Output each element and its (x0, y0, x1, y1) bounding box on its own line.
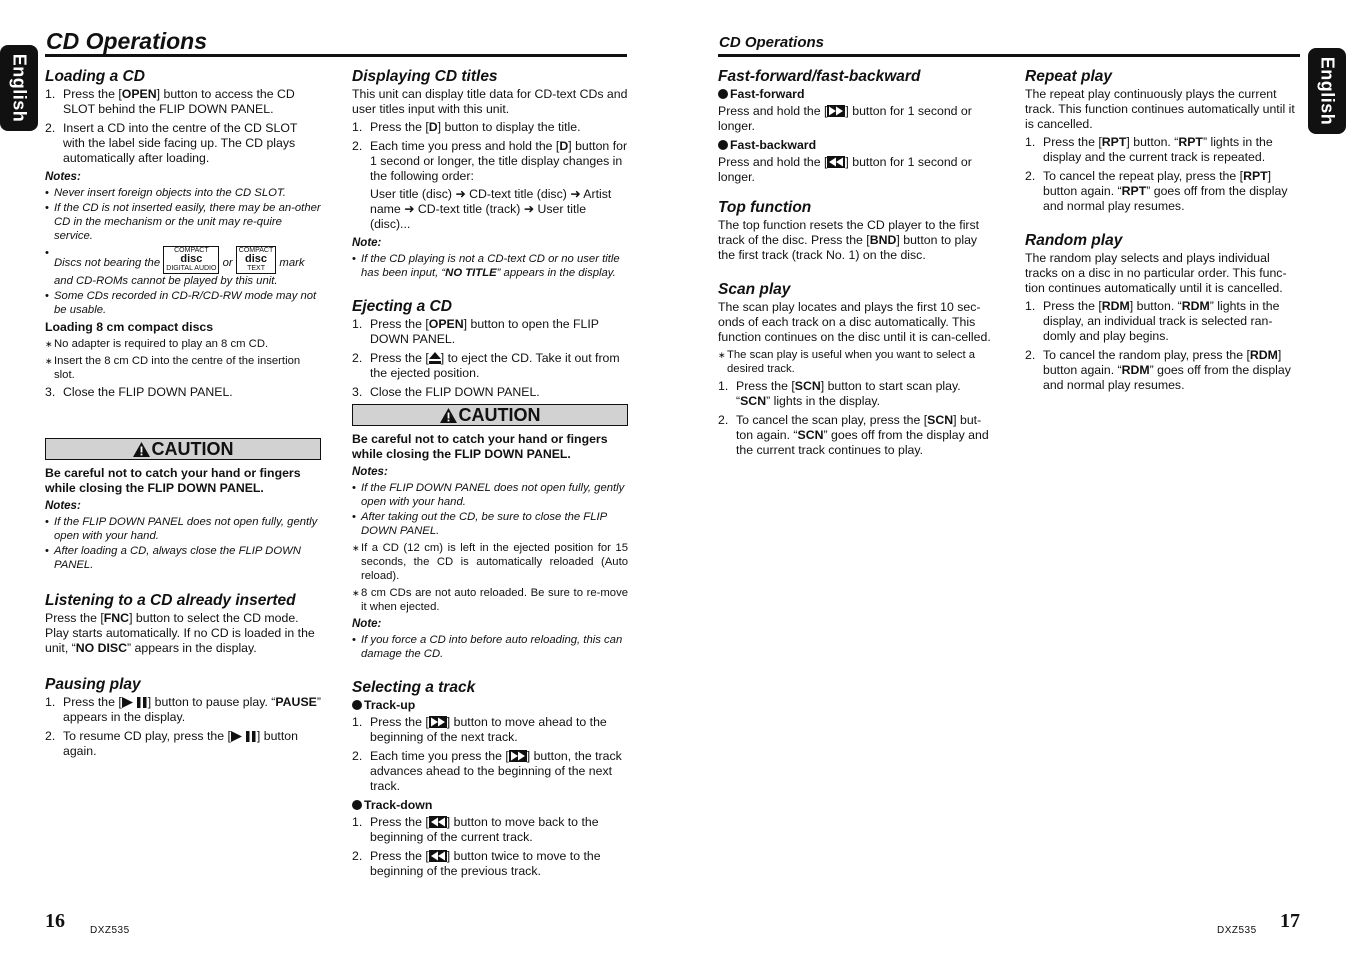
page-number-left: 16 (45, 910, 65, 932)
star-note: ∗ Insert the 8 cm CD into the centre of the insertion slot. (45, 354, 321, 382)
step: 1. Press the [D] button to display the title. (352, 120, 581, 134)
step: 2. To resume CD play, press the [ ] button again. (45, 729, 298, 758)
star-note: ∗ No adapter is required to play an 8 cm CD. (45, 337, 321, 351)
note: • If the CD playing is not a CD-text CD or no user title has been input, “NO TITLE” appears in the display. (352, 252, 628, 280)
section-heading-random: Random play (1025, 232, 1123, 249)
step: 1. Press the [OPEN] button to access the CD SLOT behind the FLIP DOWN PANEL. (45, 87, 295, 116)
star-note: ∗ If a CD (12 cm) is left in the ejected position for 15 seconds, the CD is automatically reloaded (Auto reload). (352, 541, 628, 583)
step: 1. Press the [ ] button to pause play. “PAUSE” appears in the display. (45, 695, 321, 724)
bullet-icon (352, 800, 362, 810)
step: 1. Press the [SCN] button to start scan play. “SCN” lights in the display. (718, 379, 961, 408)
notes-list (352, 481, 628, 538)
previous-track-icon (429, 850, 447, 862)
page-number-right: 17 (1280, 910, 1300, 932)
notes-heading: Note: (352, 237, 382, 249)
star-note: ∗ The scan play is useful when you want to select a desired track. (718, 348, 994, 376)
section-heading-scan: Scan play (718, 281, 791, 298)
ejecting-steps (352, 317, 628, 400)
caution-text: Be careful not to catch your hand or fingers while closing the FLIP DOWN PANEL. (45, 466, 301, 495)
section-heading-listening: Listening to a CD already inserted (45, 592, 296, 609)
section-heading-ejecting: Ejecting a CD (352, 298, 452, 315)
step: 2. To cancel the random play, press the [RDM] button again. “RDM” goes off from the display and normal play resumes. (1025, 348, 1291, 392)
paragraph: Press and hold the [ ] button for 1 second or longer. (718, 155, 972, 184)
section-heading-selecting: Selecting a track (352, 679, 476, 696)
bullet-icon (718, 140, 728, 150)
section-heading-repeat: Repeat play (1025, 68, 1113, 85)
loading-steps (45, 87, 321, 166)
note: • After taking out the CD, be sure to close the FLIP DOWN PANEL. (352, 510, 628, 538)
section-heading-pausing: Pausing play (45, 676, 141, 693)
step: 1. Press the [ ] button to move back to the beginning of the current track. (352, 815, 599, 844)
model-number-right: DXZ535 (1217, 925, 1257, 936)
loading-steps-cont (45, 385, 321, 400)
fast-backward-heading: Fast-backward (718, 138, 994, 153)
step: 2. Each time you press and hold the [D] button for 1 second or longer, the title display changes in the following order: User title (disc) ➜ CD-text title (disc) ➜ Artist name ➜ CD-text title (track) ➜ User title (disc)... (352, 139, 628, 231)
track-up-heading: Track-up (352, 698, 628, 713)
play-pause-icon (122, 697, 148, 708)
notes-heading: Notes: (352, 466, 388, 478)
track-down-heading: Track-down (352, 798, 628, 813)
page-title: CD Operations (46, 28, 208, 54)
column-3 (718, 68, 994, 462)
step: 2. Insert a CD into the centre of the CD SLOT with the label side facing up. The CD plays automatically after loading. (45, 121, 298, 165)
language-tab-label: English (9, 53, 30, 123)
language-tab-right (1308, 48, 1346, 134)
note: • Some CDs recorded in CD-R/CD-RW mode may not be usable. (45, 289, 321, 317)
title-order: User title (disc) ➜ CD-text title (disc) ➜ Artist name ➜ CD-text title (track) ➜ User title (disc)... (370, 187, 612, 231)
step: 1. Press the [RPT] button. “RPT” lights in the display and the current track is repeated. (1025, 135, 1273, 164)
step: 2. To cancel the scan play, press the [SCN] but-ton again. “SCN” goes off from the display and the current track continues to play. (718, 413, 989, 457)
notes-list (45, 515, 321, 572)
fast-forward-heading: Fast-forward (718, 87, 994, 102)
caution-banner: CAUTION (352, 404, 628, 426)
pausing-steps (45, 695, 321, 759)
column-2 (352, 68, 628, 883)
track-up-steps (352, 715, 628, 794)
star-notes (718, 348, 994, 376)
paragraph: This unit can display title data for CD-text CDs and user titles input with this unit. (352, 87, 628, 116)
step: 2. Press the [ ] button twice to move to the beginning of the previous track. (352, 849, 601, 878)
section-heading-displaying: Displaying CD titles (352, 68, 498, 85)
paragraph: The top function resets the CD player to the first track of the disc. Press the [BND] button to play the first track (track No. 1) on the disc. (718, 218, 980, 262)
paragraph: The scan play locates and plays the first 10 sec-onds of each track on a disc automatically. This function continues on the disc until it is can-celled. (718, 300, 991, 344)
notes-list (352, 633, 628, 661)
caution-banner: CAUTION (45, 438, 321, 460)
random-steps (1025, 299, 1300, 393)
paragraph: The random play selects and plays individual tracks on a disc in no particular order. This func-tion continues automatically until it is cancelled. (1025, 251, 1287, 295)
warning-icon (133, 442, 150, 457)
step: 2. Each time you press the [ ] button, the track advances ahead to the beginning of the next track. (352, 749, 622, 793)
step: 1. Press the [ ] button to move ahead to the beginning of the next track. (352, 715, 607, 744)
column-4 (1025, 68, 1300, 397)
repeat-steps (1025, 135, 1300, 214)
language-tab-label: English (1317, 56, 1338, 126)
language-tab-left (0, 45, 38, 131)
paragraph: Press and hold the [ ] button for 1 second or longer. (718, 104, 972, 133)
sub-heading-8cm: Loading 8 cm compact discs (45, 320, 214, 334)
notes-heading: Notes: (45, 500, 81, 512)
step: 1. Press the [RDM] button. “RDM” lights in the display, an individual track is selected ran-domly and play begins. (1025, 299, 1280, 343)
previous-track-icon (429, 816, 447, 828)
eject-icon (429, 352, 441, 364)
next-track-icon (429, 716, 447, 728)
step: 3. Close the FLIP DOWN PANEL. (45, 385, 233, 399)
caution-text: Be careful not to catch your hand or fingers while closing the FLIP DOWN PANEL. (352, 432, 608, 461)
displaying-steps (352, 120, 628, 232)
notes-heading: Note: (352, 618, 382, 630)
notes-list (45, 186, 321, 317)
section-heading-fast-forward: Fast-forward/fast-backward (718, 68, 921, 85)
column-1 (45, 68, 321, 763)
track-down-steps (352, 815, 628, 879)
section-heading-loading: Loading a CD (45, 68, 145, 85)
star-notes (352, 541, 628, 614)
previous-track-icon (827, 156, 845, 168)
next-track-icon (509, 750, 527, 762)
bullet-icon (352, 700, 362, 710)
scan-steps (718, 379, 994, 458)
paragraph: Press the [FNC] button to select the CD mode. Play starts automatically. If no CD is loaded in the unit, “NO DISC” appears in the display. (45, 611, 315, 655)
next-track-icon (827, 105, 845, 117)
note: • If the FLIP DOWN PANEL does not open fully, gently open with your hand. (45, 515, 321, 543)
header-rule (718, 54, 1300, 57)
notes-heading: Notes: (45, 171, 81, 183)
header-rule (45, 54, 627, 57)
star-notes (45, 337, 321, 382)
running-title: CD Operations (719, 34, 825, 51)
step: 1. Press the [OPEN] button to open the FLIP DOWN PANEL. (352, 317, 599, 346)
compact-disc-digital-audio-logo: COMPACT disc DIGITAL AUDIO (163, 246, 219, 274)
section-heading-top-function: Top function (718, 199, 812, 216)
model-number-left: DXZ535 (90, 925, 130, 936)
step: 2. To cancel the repeat play, press the [RPT] button again. “RPT” goes off from the display and normal play resumes. (1025, 169, 1288, 213)
bullet-icon (718, 89, 728, 99)
compact-disc-text-logo: COMPACT disc TEXT (236, 246, 276, 274)
note: • If you force a CD into before auto reloading, this can damage the CD. (352, 633, 628, 661)
note: • Discs not bearing the COMPACT disc DIGITAL AUDIO or COMPACT disc TEXT mark and CD-ROMs cannot be played by this unit. (45, 246, 321, 288)
note: • If the FLIP DOWN PANEL does not open fully, gently open with your hand. (352, 481, 628, 509)
note: • Never insert foreign objects into the CD SLOT. (45, 186, 321, 200)
warning-icon (440, 408, 457, 423)
notes-list (352, 252, 628, 280)
note: • After loading a CD, always close the FLIP DOWN PANEL. (45, 544, 321, 572)
note: • If the CD is not inserted easily, there may be an-other CD in the mechanism or the unit may re-quire service. (45, 201, 321, 243)
play-pause-icon (231, 731, 257, 742)
star-note: ∗ 8 cm CDs are not auto reloaded. Be sure to re-move it when ejected. (352, 586, 628, 614)
paragraph: The repeat play continuously plays the current track. This function continues automatically until it is cancelled. (1025, 87, 1295, 131)
step: 2. Press the [ ] to eject the CD. Take it out from the ejected position. (352, 351, 620, 380)
step: 3. Close the FLIP DOWN PANEL. (352, 385, 540, 399)
